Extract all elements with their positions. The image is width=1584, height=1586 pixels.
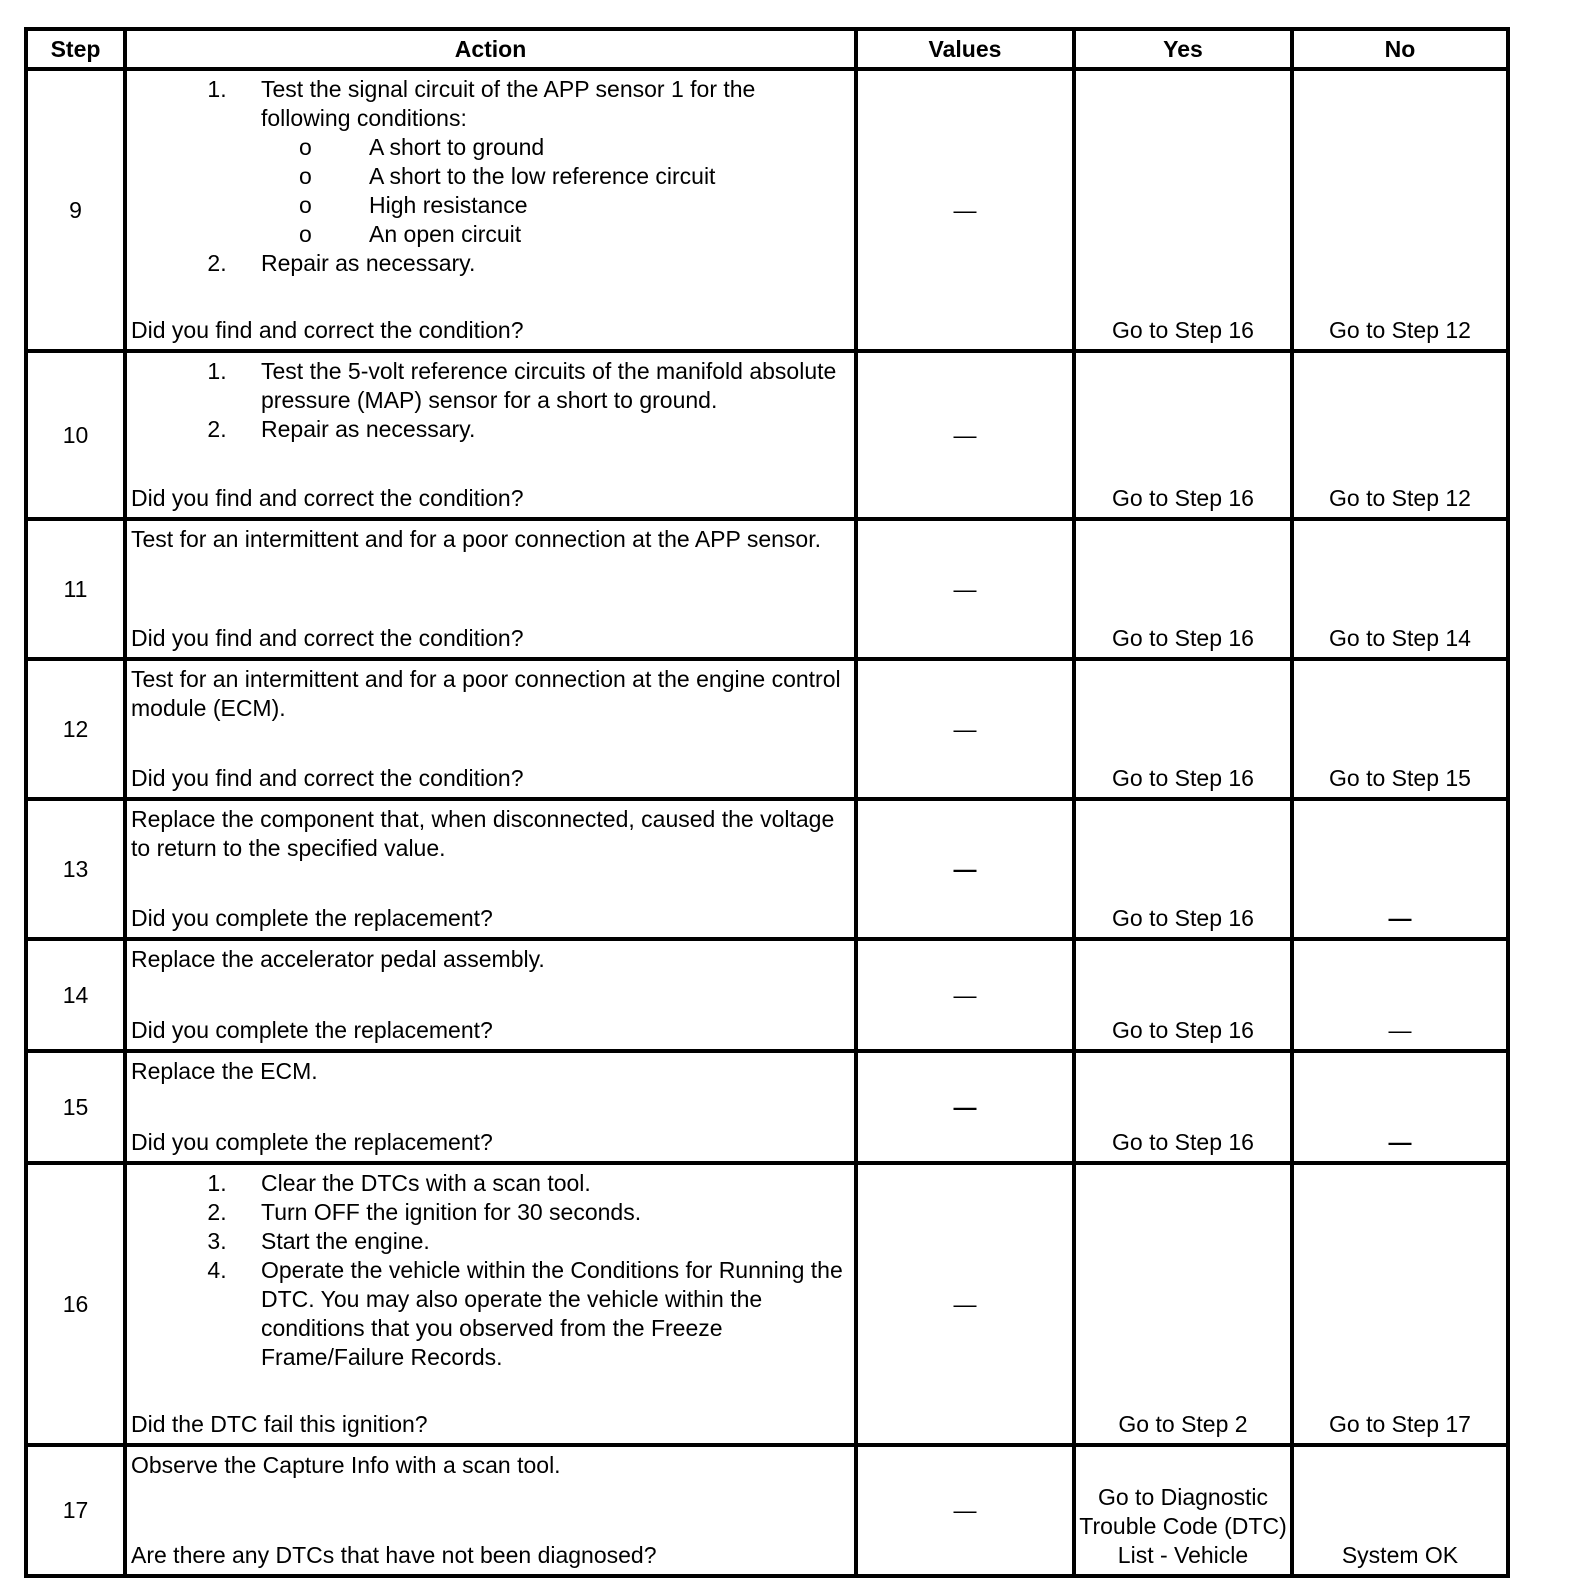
action-text: Observe the Capture Info with a scan tool. [131, 1452, 561, 1478]
action-text: Replace the component that, when disconnected, caused the voltage to return to the specified value. [131, 806, 835, 861]
action-text: Replace the ECM. [131, 1058, 318, 1084]
values-cell: — [856, 659, 1074, 799]
table-row [26, 1445, 1508, 1576]
no-cell [1292, 69, 1508, 351]
action-instructions [131, 525, 850, 554]
action-step-item [233, 1227, 850, 1256]
no-cell [1292, 659, 1508, 799]
no-cell [1292, 1445, 1508, 1576]
yes-cell [1074, 69, 1292, 351]
action-question: Did you find and correct the condition? [131, 485, 524, 511]
action-step-item [233, 75, 850, 249]
action-step-text: Test the signal circuit of the APP sensor 1 for the following conditions: [261, 76, 756, 131]
action-question: Did you complete the replacement? [131, 1129, 493, 1155]
yes-cell [1074, 1445, 1292, 1576]
yes-cell [1074, 1051, 1292, 1163]
condition-item [299, 191, 850, 220]
step-number: 14 [26, 939, 125, 1051]
table-row [26, 799, 1508, 939]
action-cell [125, 799, 856, 939]
action-step-text: Turn OFF the ignition for 30 seconds. [261, 1199, 642, 1225]
action-steps-list [131, 357, 850, 444]
values-cell: — [856, 351, 1074, 519]
values-cell: — [856, 799, 1074, 939]
action-content [127, 941, 854, 1049]
yes-outcome: Go to Step 16 [1112, 485, 1254, 511]
header-no: No [1292, 29, 1508, 69]
action-step-text: Repair as necessary. [261, 416, 476, 442]
step-number: 10 [26, 351, 125, 519]
condition-text: A short to the low reference circuit [369, 163, 716, 189]
values-cell: — [856, 939, 1074, 1051]
action-question: Did you find and correct the condition? [131, 317, 524, 343]
yes-outcome: Go to Step 16 [1112, 905, 1254, 931]
action-instructions [131, 1169, 850, 1372]
action-step-item [233, 1256, 850, 1372]
action-content [127, 71, 854, 349]
action-cell [125, 1445, 856, 1576]
action-step-text: Start the engine. [261, 1228, 430, 1254]
no-cell [1292, 519, 1508, 659]
action-content [127, 521, 854, 657]
header-values: Values [856, 29, 1074, 69]
action-instructions [131, 75, 850, 278]
action-step-item [233, 249, 850, 278]
action-question: Did you complete the replacement? [131, 1017, 493, 1043]
action-instructions [131, 665, 850, 723]
circle-bullet-icon: o [299, 163, 312, 189]
yes-outcome: Go to Step 16 [1112, 1017, 1254, 1043]
step-number: 17 [26, 1445, 125, 1576]
condition-item [299, 220, 850, 249]
yes-cell [1074, 519, 1292, 659]
action-step-text: Test the 5-volt reference circuits of the manifold absolute pressure (MAP) sensor for a short to ground. [261, 358, 837, 413]
values-cell: — [856, 1051, 1074, 1163]
action-step-item [233, 1169, 850, 1198]
yes-cell [1074, 1163, 1292, 1445]
values-cell: — [856, 1163, 1074, 1445]
table-row [26, 69, 1508, 351]
action-question: Are there any DTCs that have not been diagnosed? [131, 1542, 657, 1568]
no-cell [1292, 1051, 1508, 1163]
action-instructions [131, 945, 850, 974]
no-outcome: — [1388, 905, 1412, 931]
no-outcome: Go to Step 14 [1329, 625, 1471, 651]
yes-outcome: Go to Step 16 [1112, 317, 1254, 343]
action-steps-list [131, 75, 850, 278]
step-number: 13 [26, 799, 125, 939]
action-question: Did you find and correct the condition? [131, 765, 524, 791]
no-outcome: — [1388, 1017, 1412, 1043]
action-steps-list [131, 1169, 850, 1372]
circle-bullet-icon: o [299, 134, 312, 160]
action-step-item [233, 415, 850, 444]
action-step-text: Repair as necessary. [261, 250, 476, 276]
header-step: Step [26, 29, 125, 69]
no-cell [1292, 939, 1508, 1051]
no-outcome: System OK [1341, 1542, 1459, 1568]
header-yes: Yes [1074, 29, 1292, 69]
values-cell: — [856, 69, 1074, 351]
yes-cell [1074, 939, 1292, 1051]
no-cell [1292, 799, 1508, 939]
values-cell: — [856, 1445, 1074, 1576]
action-question: Did you find and correct the condition? [131, 625, 524, 651]
action-content [127, 353, 854, 517]
action-text: Replace the accelerator pedal assembly. [131, 946, 545, 972]
action-cell [125, 519, 856, 659]
action-instructions [131, 805, 850, 863]
action-cell [125, 69, 856, 351]
condition-item [299, 162, 850, 191]
action-step-text: Operate the vehicle within the Conditions for Running the DTC. You may also operate the vehicle within the conditions that you observed from the Freeze Frame/Failure Records. [261, 1257, 843, 1370]
circle-bullet-icon: o [299, 221, 312, 247]
no-outcome: — [1388, 1129, 1412, 1155]
step-number: 15 [26, 1051, 125, 1163]
action-cell [125, 1163, 856, 1445]
yes-outcome: Go to Step 16 [1112, 765, 1254, 791]
header-row [26, 29, 1508, 69]
table-row [26, 1163, 1508, 1445]
action-cell [125, 659, 856, 799]
no-cell [1292, 1163, 1508, 1445]
table-row [26, 1051, 1508, 1163]
no-outcome: Go to Step 12 [1329, 485, 1471, 511]
action-instructions [131, 1451, 850, 1480]
table-body [26, 69, 1508, 1576]
table-row [26, 351, 1508, 519]
circle-bullet-icon: o [299, 192, 312, 218]
yes-cell [1074, 659, 1292, 799]
diagnostic-table [24, 27, 1510, 1578]
action-instructions [131, 357, 850, 444]
action-question: Did the DTC fail this ignition? [131, 1411, 428, 1437]
yes-outcome: Go to Diagnostic Trouble Code (DTC) List - Vehicle [1079, 1484, 1287, 1568]
condition-text: An open circuit [369, 221, 522, 247]
step-number: 12 [26, 659, 125, 799]
step-number: 16 [26, 1163, 125, 1445]
table-row [26, 659, 1508, 799]
table-row [26, 519, 1508, 659]
action-text: Test for an intermittent and for a poor connection at the APP sensor. [131, 526, 821, 552]
condition-text: High resistance [369, 192, 528, 218]
action-content [127, 1447, 854, 1574]
step-number: 9 [26, 69, 125, 351]
header-action: Action [125, 29, 856, 69]
table-row [26, 939, 1508, 1051]
no-cell [1292, 351, 1508, 519]
action-step-item [233, 1198, 850, 1227]
step-number: 11 [26, 519, 125, 659]
action-content [127, 661, 854, 797]
condition-list [261, 133, 850, 249]
yes-cell [1074, 351, 1292, 519]
no-outcome: Go to Step 12 [1329, 317, 1471, 343]
action-instructions [131, 1057, 850, 1086]
action-step-text: Clear the DTCs with a scan tool. [261, 1170, 591, 1196]
action-cell [125, 1051, 856, 1163]
action-content [127, 1165, 854, 1443]
yes-outcome: Go to Step 16 [1112, 1129, 1254, 1155]
yes-outcome: Go to Step 2 [1118, 1411, 1248, 1437]
values-cell: — [856, 519, 1074, 659]
action-text: Test for an intermittent and for a poor connection at the engine control module (ECM). [131, 666, 841, 721]
action-step-item [233, 357, 850, 415]
no-outcome: Go to Step 17 [1329, 1411, 1471, 1437]
condition-item [299, 133, 850, 162]
no-outcome: Go to Step 15 [1329, 765, 1471, 791]
yes-cell [1074, 799, 1292, 939]
action-question: Did you complete the replacement? [131, 905, 493, 931]
yes-outcome: Go to Step 16 [1112, 625, 1254, 651]
action-content [127, 1053, 854, 1161]
condition-text: A short to ground [369, 134, 545, 160]
action-cell [125, 351, 856, 519]
action-content [127, 801, 854, 937]
action-cell [125, 939, 856, 1051]
